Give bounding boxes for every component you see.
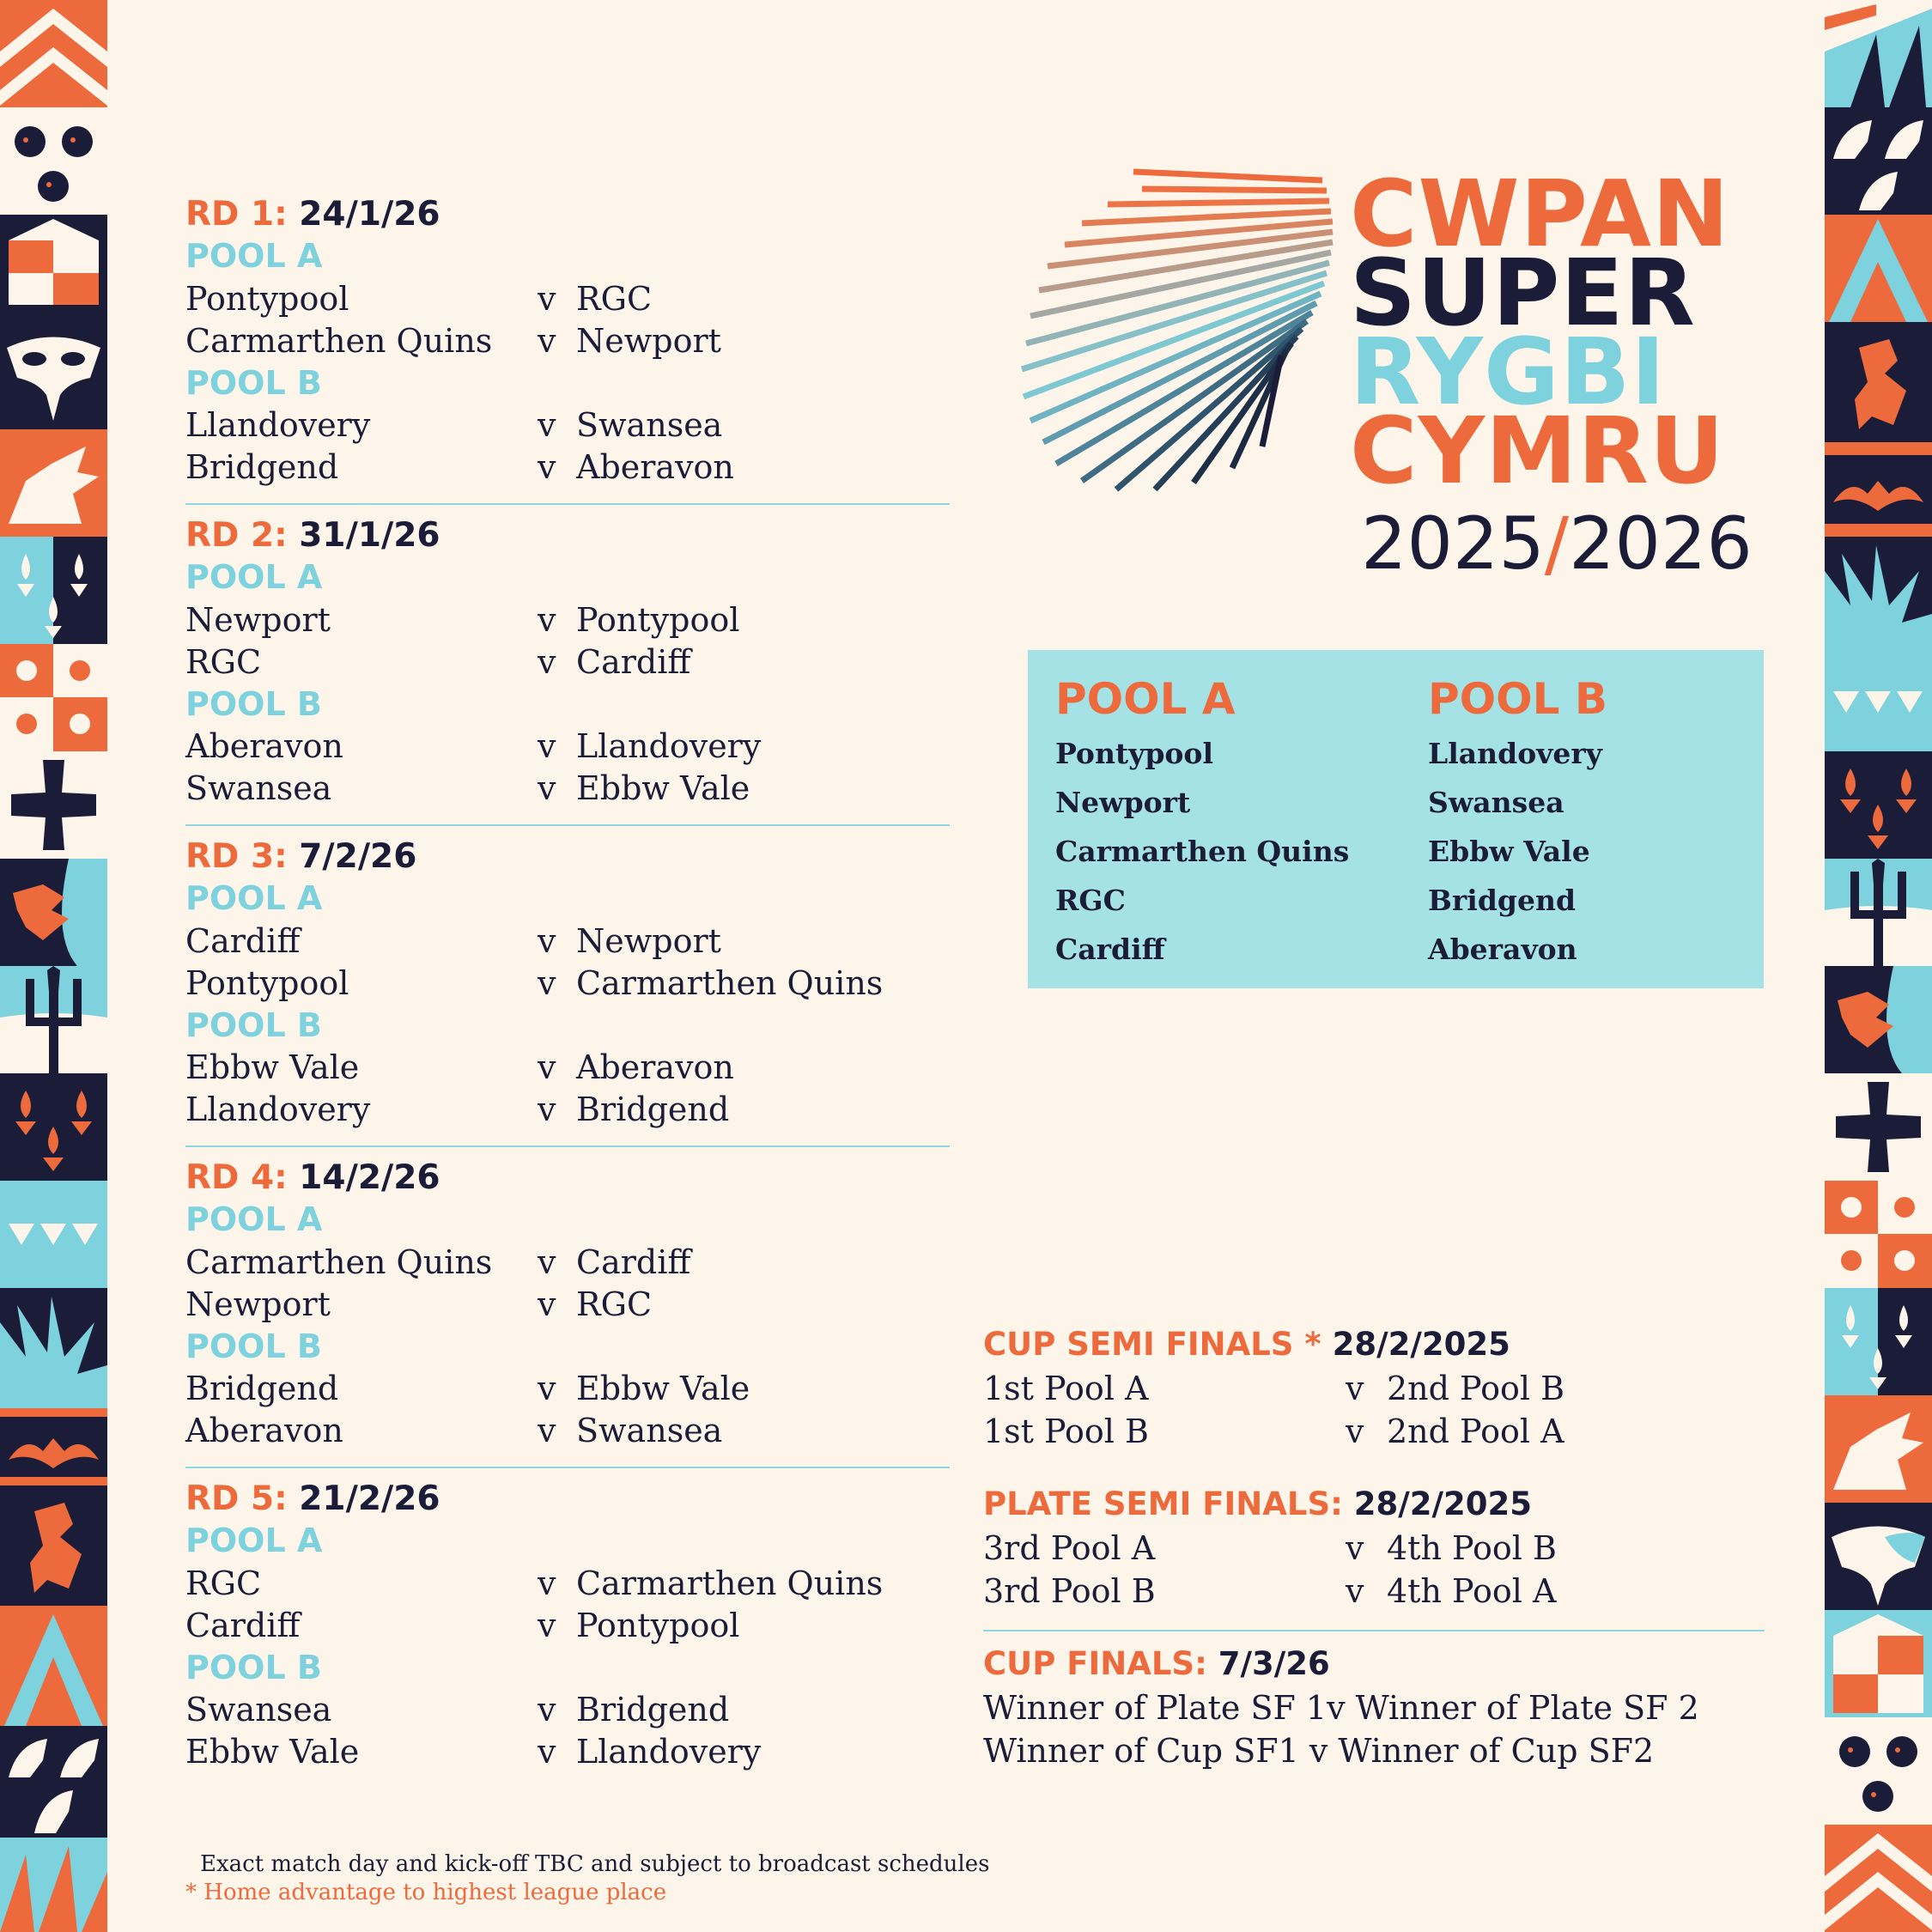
round-heading: RD 1: 24/1/26	[185, 195, 440, 234]
lion-icon	[1825, 322, 1932, 442]
plate-semi-finals	[983, 1484, 1765, 1630]
fixture-versus: v	[1346, 1529, 1364, 1567]
pool-a-team: Carmarthen Quins	[1055, 835, 1350, 868]
lions-icon	[0, 644, 107, 751]
fixture-away: Pontypool	[576, 601, 740, 639]
teal-spikes-icon	[0, 1838, 107, 1932]
fixture-away: Carmarthen Quins	[576, 964, 884, 1002]
title-line-3: RYGBI	[1350, 319, 1667, 426]
pool-heading: POOL A	[185, 879, 323, 917]
round-5	[185, 1479, 950, 1779]
round-heading: RD 5: 21/2/26	[185, 1479, 440, 1518]
spiky-icon	[1825, 537, 1932, 657]
fixture-versus: v	[538, 1607, 556, 1644]
fixture-home: Bridgend	[185, 448, 339, 486]
fixture-home: RGC	[185, 1564, 262, 1602]
final-fixture: Winner of Plate SF 1v Winner of Plate SF 2	[983, 1689, 1699, 1727]
divider	[185, 1145, 950, 1147]
fixture-away: Bridgend	[576, 1691, 730, 1728]
fixture-away: 4th Pool B	[1387, 1529, 1557, 1567]
fixture-versus: v	[538, 1412, 556, 1449]
fixture-away: Newport	[576, 322, 721, 360]
feathers-icon	[1825, 657, 1932, 751]
fixture-home: 1st Pool B	[983, 1413, 1149, 1450]
cross-icon	[1825, 1073, 1932, 1181]
pool-heading: POOL B	[185, 1649, 322, 1686]
fixture-versus: v	[538, 1564, 556, 1602]
section-heading: PLATE SEMI FINALS: 28/2/2025	[983, 1485, 1533, 1522]
fixture-versus: v	[538, 643, 556, 681]
pool-a-team: RGC	[1055, 884, 1126, 917]
fixture-versus: v	[538, 1091, 556, 1128]
cup-semi-finals	[983, 1324, 1765, 1461]
section-heading: CUP FINALS: 7/3/26	[983, 1645, 1330, 1682]
fixture-away: Bridgend	[576, 1091, 730, 1128]
fixture-away: Swansea	[576, 406, 723, 444]
dragon-icon	[0, 859, 107, 966]
fixture-versus: v	[538, 406, 556, 444]
footnote-home-advantage: * Home advantage to highest league place	[185, 1880, 667, 1905]
fixture-away: Aberavon	[576, 448, 734, 486]
fixture-versus: v	[538, 1243, 556, 1281]
fixture-home: Carmarthen Quins	[185, 322, 493, 360]
pool-a-team: Cardiff	[1055, 933, 1165, 966]
fixture-home: Aberavon	[185, 1412, 343, 1449]
fixture-home: Swansea	[185, 1691, 332, 1728]
horse-heads-icon	[1825, 107, 1932, 215]
dragon-heads-icon	[0, 107, 107, 215]
trident-icon	[1825, 859, 1932, 966]
divider	[185, 1467, 950, 1468]
fixture-home: Cardiff	[185, 922, 301, 960]
fixture-versus: v	[538, 1048, 556, 1086]
divider	[983, 1630, 1765, 1631]
fixture-away: Llandovery	[576, 727, 762, 765]
fixture-versus: v	[538, 280, 556, 318]
pool-heading: POOL A	[185, 237, 323, 275]
fixture-away: Newport	[576, 922, 721, 960]
pool-b-team: Swansea	[1428, 786, 1564, 819]
checker-shield-icon	[0, 215, 107, 309]
fixture-away: Cardiff	[576, 1243, 691, 1281]
teal-spikes-icon	[1825, 0, 1932, 107]
fixture-home: Pontypool	[185, 964, 349, 1002]
sunburst-logo	[1005, 163, 1348, 498]
fixture-away: 2nd Pool A	[1387, 1413, 1564, 1450]
feathers-icon	[0, 1181, 107, 1288]
fleur-de-lis-icon	[0, 537, 107, 644]
fixture-home: Swansea	[185, 769, 332, 807]
fixture-away: 4th Pool A	[1387, 1572, 1557, 1610]
pool-b-team: Bridgend	[1428, 884, 1577, 917]
fixture-away: Ebbw Vale	[576, 769, 750, 807]
fixture-home: Carmarthen Quins	[185, 1243, 493, 1281]
dragon-head-icon	[0, 429, 107, 537]
fixture-home: Ebbw Vale	[185, 1048, 360, 1086]
fixture-home: Newport	[185, 1285, 331, 1323]
fixture-versus: v	[538, 922, 556, 960]
horse-heads-icon	[0, 1726, 107, 1838]
fleur-icons	[1825, 751, 1932, 859]
footnote-broadcast: Exact match day and kick-off TBC and subject to broadcast schedules	[200, 1851, 990, 1877]
fixture-home: Pontypool	[185, 280, 349, 318]
title-line-1: CWPAN	[1350, 161, 1730, 268]
spiky-icon	[0, 1288, 107, 1408]
fixture-home: Ebbw Vale	[185, 1733, 360, 1771]
dragon-head-icon	[1825, 1395, 1932, 1503]
fixture-away: Carmarthen Quins	[576, 1564, 884, 1602]
lion-icon	[0, 1485, 107, 1606]
fixture-versus: v	[1346, 1370, 1364, 1407]
fixture-versus: v	[538, 1691, 556, 1728]
fixture-home: Aberavon	[185, 727, 343, 765]
trident-icon	[0, 966, 107, 1073]
right-pattern-border	[1825, 0, 1932, 1932]
round-2	[185, 515, 950, 828]
fixture-versus: v	[538, 601, 556, 639]
fixture-home: 3rd Pool B	[983, 1572, 1156, 1610]
dragon-heads-icon	[1825, 1717, 1932, 1825]
round-heading: RD 2: 31/1/26	[185, 516, 440, 555]
fixture-home: Cardiff	[185, 1607, 301, 1644]
tent-icon	[1825, 215, 1932, 322]
fixture-away: RGC	[576, 1285, 653, 1323]
fixture-versus: v	[538, 1733, 556, 1771]
fixture-versus: v	[538, 964, 556, 1002]
fixture-home: Llandovery	[185, 406, 371, 444]
pool-b-team: Ebbw Vale	[1428, 835, 1590, 868]
fixture-home: 3rd Pool A	[983, 1529, 1156, 1567]
fixture-home: Llandovery	[185, 1091, 371, 1128]
chevron-icon	[1825, 1825, 1932, 1932]
pool-b-team: Llandovery	[1428, 737, 1602, 770]
fixture-home: 1st Pool A	[983, 1370, 1149, 1407]
pool-b-heading: POOL B	[1428, 674, 1608, 724]
pool-heading: POOL B	[185, 1327, 322, 1365]
bat-icon	[0, 1408, 107, 1485]
round-1	[185, 194, 950, 507]
cross-icon	[0, 751, 107, 859]
mask-icon	[1825, 1503, 1932, 1610]
mask-icon	[0, 309, 107, 429]
pool-heading: POOL B	[185, 1006, 322, 1044]
fixture-versus: v	[538, 322, 556, 360]
chevron-icon	[0, 0, 107, 107]
fixture-versus: v	[538, 1285, 556, 1323]
title-line-2: SUPER	[1350, 240, 1696, 347]
pools-box	[1028, 650, 1764, 988]
section-heading: CUP SEMI FINALS * 28/2/2025	[983, 1326, 1510, 1363]
fixture-away: Llandovery	[576, 1733, 762, 1771]
divider	[185, 503, 950, 505]
pool-a-team: Pontypool	[1055, 737, 1213, 770]
pool-heading: POOL A	[185, 1200, 323, 1238]
fixture-away: Ebbw Vale	[576, 1370, 750, 1407]
pool-heading: POOL A	[185, 558, 323, 596]
round-heading: RD 4: 14/2/26	[185, 1158, 440, 1197]
bat-icon	[1825, 442, 1932, 537]
fixture-versus: v	[538, 448, 556, 486]
fixture-versus: v	[538, 727, 556, 765]
fixture-home: Newport	[185, 601, 331, 639]
fixture-away: Aberavon	[576, 1048, 734, 1086]
fixture-versus: v	[1346, 1572, 1364, 1610]
season: 2025/2026	[1361, 501, 1753, 586]
fixture-away: Swansea	[576, 1412, 723, 1449]
pool-a-heading: POOL A	[1055, 674, 1236, 724]
title-line-4: CYMRU	[1350, 398, 1725, 505]
divider	[185, 824, 950, 826]
fixture-away: Pontypool	[576, 1607, 740, 1644]
pool-a-team: Newport	[1055, 786, 1191, 819]
pool-b-team: Aberavon	[1428, 933, 1577, 966]
fixture-versus: v	[538, 1370, 556, 1407]
fleur-icons	[0, 1073, 107, 1181]
fixture-away: RGC	[576, 280, 653, 318]
dragon-icon	[1825, 966, 1932, 1073]
final-fixture: Winner of Cup SF1 v Winner of Cup SF2	[983, 1732, 1655, 1770]
fixture-versus: v	[1346, 1413, 1364, 1450]
tent-icon	[0, 1606, 107, 1726]
fixture-versus: v	[538, 769, 556, 807]
round-heading: RD 3: 7/2/26	[185, 837, 417, 876]
round-4	[185, 1157, 950, 1470]
fixture-away: Cardiff	[576, 643, 691, 681]
cup-finals	[983, 1643, 1765, 1781]
pool-heading: POOL B	[185, 364, 322, 402]
left-pattern-border	[0, 0, 107, 1932]
round-3	[185, 836, 950, 1149]
pool-heading: POOL B	[185, 685, 322, 723]
fixture-away: 2nd Pool B	[1387, 1370, 1564, 1407]
checker-shield-icon	[1825, 1610, 1932, 1717]
pool-heading: POOL A	[185, 1522, 323, 1559]
fixture-home: RGC	[185, 643, 262, 681]
fixture-home: Bridgend	[185, 1370, 339, 1407]
fleur-de-lis-icon	[1825, 1288, 1932, 1395]
lions-icon	[1825, 1181, 1932, 1288]
